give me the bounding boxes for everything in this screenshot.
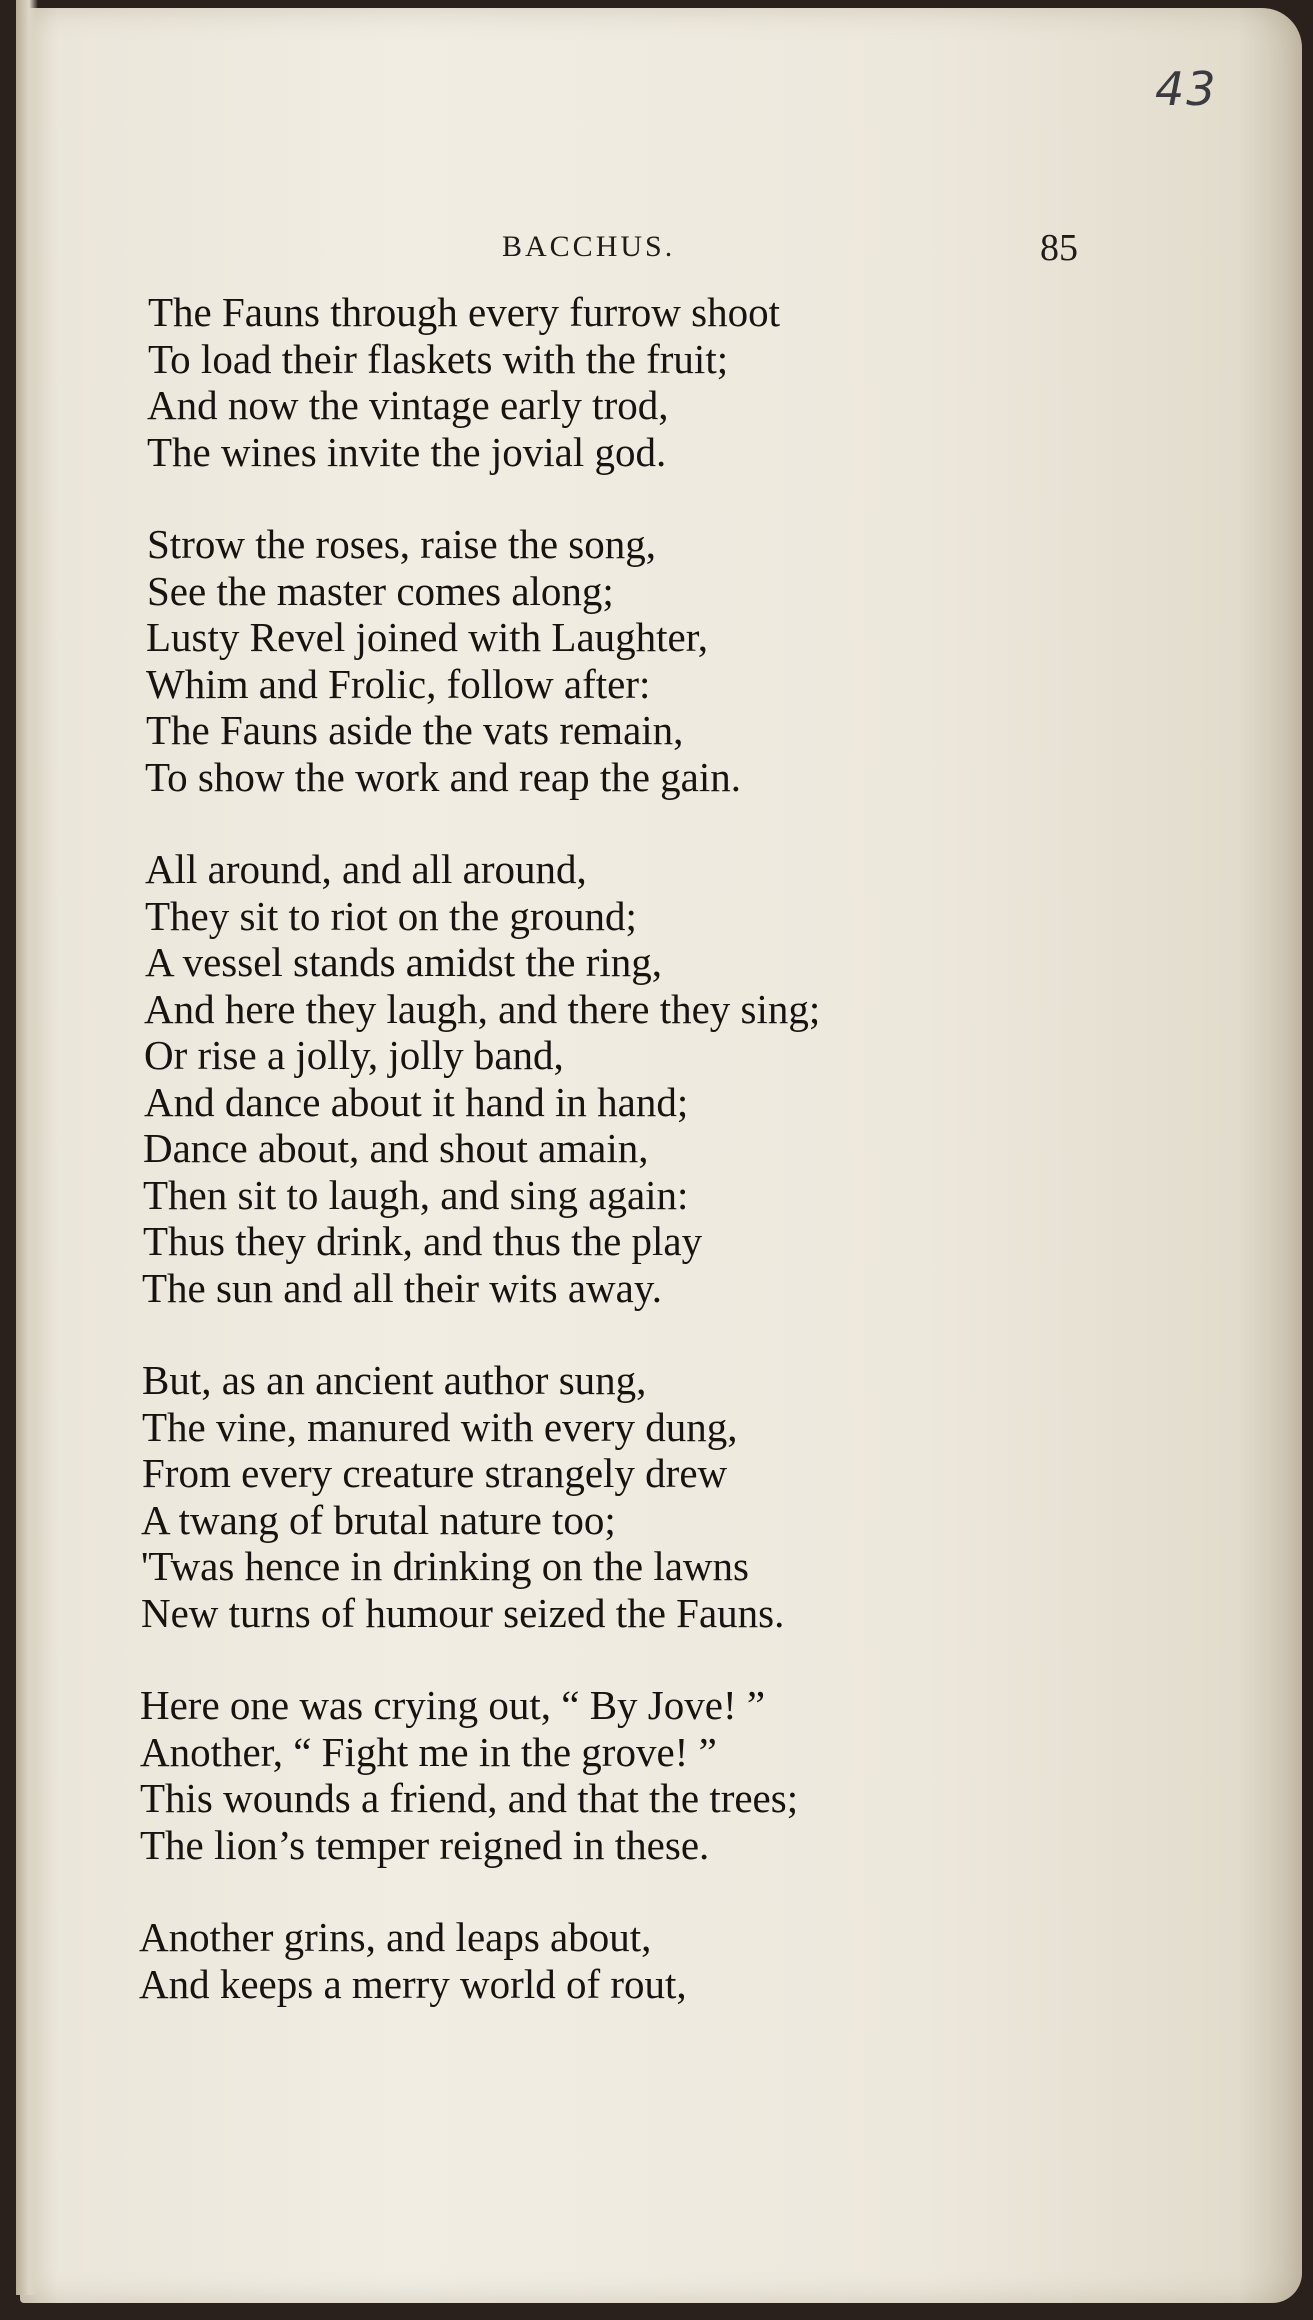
poem-line: This wounds a friend, and that the trees; [140,1775,799,1821]
poem-line: The vine, manured with every dung, [142,1404,738,1450]
poem-line: The Fauns through every furrow shoot [148,289,780,335]
poem-line: From every creature strangely drew [142,1450,728,1496]
poem-line: Then sit to laugh, and sing again: [143,1172,689,1218]
poem-line: New turns of humour seized the Fauns. [141,1590,785,1636]
poem-line: The sun and all their wits away. [142,1265,662,1311]
poem-line: The Fauns aside the vats remain, [146,707,684,753]
poem-line: To load their flaskets with the fruit; [148,336,729,382]
poem-line: The wines invite the jovial god. [147,429,667,475]
poem-line: 'Twas hence in drinking on the lawns [141,1543,749,1589]
poem-line: Strow the roses, raise the song, [147,521,656,567]
poem-line: Dance about, and shout amain, [143,1125,649,1171]
poem-line: Or rise a jolly, jolly band, [144,1032,564,1078]
poem-line: Here one was crying out, “ By Jove! ” [140,1682,766,1728]
poem-line: But, as an ancient author sung, [142,1357,647,1403]
poem-line: Thus they drink, and thus the play [143,1218,703,1264]
handwritten-folio-number: 43 [1155,62,1218,116]
poem-line: They sit to riot on the ground; [145,893,637,939]
poem-line: A vessel stands amidst the ring, [145,939,663,985]
poem-line: Another grins, and leaps about, [139,1914,652,1960]
poem-line: Whim and Frolic, follow after: [146,661,651,707]
poem-line: See the master comes along; [147,568,614,614]
poem-line: Lusty Revel joined with Laughter, [146,614,708,660]
poem-line: And here they laugh, and there they sing; [144,986,821,1032]
poem-line: A twang of brutal nature too; [141,1497,616,1543]
poem-line: All around, and all around, [145,846,587,892]
poem-line: And keeps a merry world of rout, [139,1961,687,2007]
poem-line: And now the vintage early trod, [147,382,669,428]
poem-line: Another, “ Fight me in the grove! ” [140,1729,717,1775]
page-number: 85 [1040,227,1078,269]
poem-line: To show the work and reap the gain. [145,754,742,800]
poem-line: And dance about it hand in hand; [144,1079,689,1125]
running-head: BACCHUS. [502,230,676,263]
poem-line: The lion’s temper reigned in these. [140,1822,710,1868]
